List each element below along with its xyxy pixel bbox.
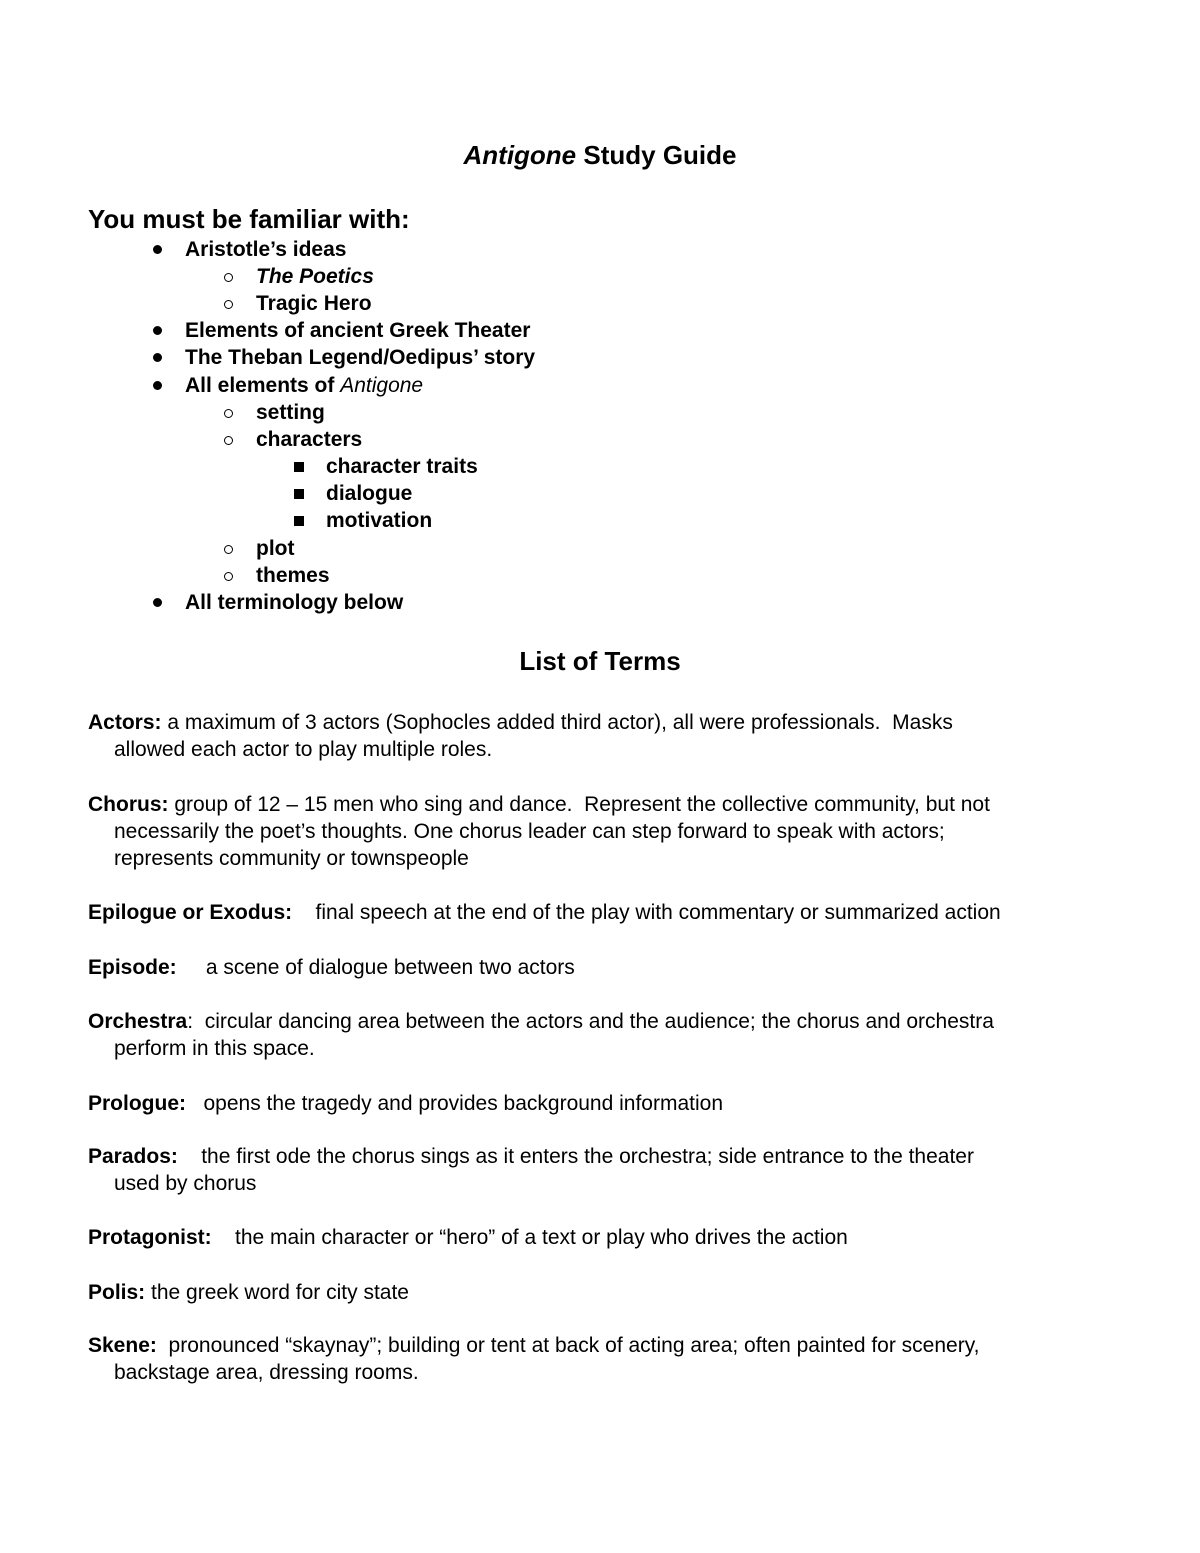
bullet-square-icon [294,462,304,472]
bullet-disc-icon [153,353,162,362]
bullet-square-icon [294,489,304,499]
term-entry: Skene: pronounced “skaynay”; building or tent at back of acting area; often painted for scenery, backstage area, dressing rooms. [88,1334,980,1384]
term-name: Parados: [88,1145,178,1168]
bullet-circle-icon [224,300,233,309]
term-name: Episode: [88,956,177,979]
outline-item: Aristotle’s ideas [150,236,346,263]
bullet-circle-icon [224,436,233,445]
bullet-circle-icon [224,273,233,282]
term-entry: Polis: the greek word for city state [88,1281,409,1304]
term-entry: Orchestra: circular dancing area between the actors and the audience; the chorus and orchestra perform in this space. [88,1010,994,1060]
term-entry: Epilogue or Exodus: final speech at the end of the play with commentary or summarized action [88,901,1001,924]
outline-item: The Poetics [222,263,374,290]
bullet-circle-icon [224,545,233,554]
term-name: Skene: [88,1334,157,1357]
term-name: Polis: [88,1281,146,1304]
title-italic: Antigone [463,140,577,170]
bullet-circle-icon [224,409,233,418]
bullet-disc-icon [153,381,162,390]
outline-item: dialogue [292,480,412,507]
outline-item: themes [222,562,330,589]
term-name: Actors: [88,711,162,734]
term-entry: Episode: a scene of dialogue between two actors [88,956,575,979]
term-name: Chorus: [88,793,169,816]
outline-item: All terminology below [150,589,403,616]
outline-item: Tragic Hero [222,290,372,317]
term-name: Orchestra [88,1010,188,1033]
term-name: Prologue: [88,1092,186,1115]
term-entry: Chorus: group of 12 – 15 men who sing and dance. Represent the collective community, but not necessarily the poet’s thoughts. One chorus leader can step forward to speak with actors; represents community or townspeople [88,793,990,870]
bullet-square-icon [294,516,304,526]
bullet-disc-icon [153,245,162,254]
outline-item: motivation [292,507,432,534]
term-entry: Protagonist: the main character or “hero” of a text or play who drives the action [88,1226,848,1249]
outline-item: The Theban Legend/Oedipus’ story [150,344,535,371]
must-heading: You must be familiar with: [88,204,410,234]
term-entry: Parados: the first ode the chorus sings as it enters the orchestra; side entrance to the theater used by chorus [88,1145,974,1195]
outline-item: setting [222,399,325,426]
outline-item: Elements of ancient Greek Theater [150,317,530,344]
term-entry: Actors: a maximum of 3 actors (Sophocles added third actor), all were professionals. Masks allowed each actor to play multiple roles. [88,711,953,761]
outline-item: character traits [292,453,478,480]
terms-heading: List of Terms [519,646,681,676]
outline-item: plot [222,535,294,562]
page-title [0,140,1200,171]
bullet-circle-icon [224,572,233,581]
outline-item: All elements of Antigone [150,372,423,399]
title-rest: Study Guide [576,140,737,170]
term-name: Epilogue or Exodus: [88,901,293,924]
term-entry: Prologue: opens the tragedy and provides background information [88,1092,724,1115]
bullet-disc-icon [153,326,162,335]
bullet-disc-icon [153,598,162,607]
term-name: Protagonist: [88,1226,212,1249]
outline-item: characters [222,426,362,453]
